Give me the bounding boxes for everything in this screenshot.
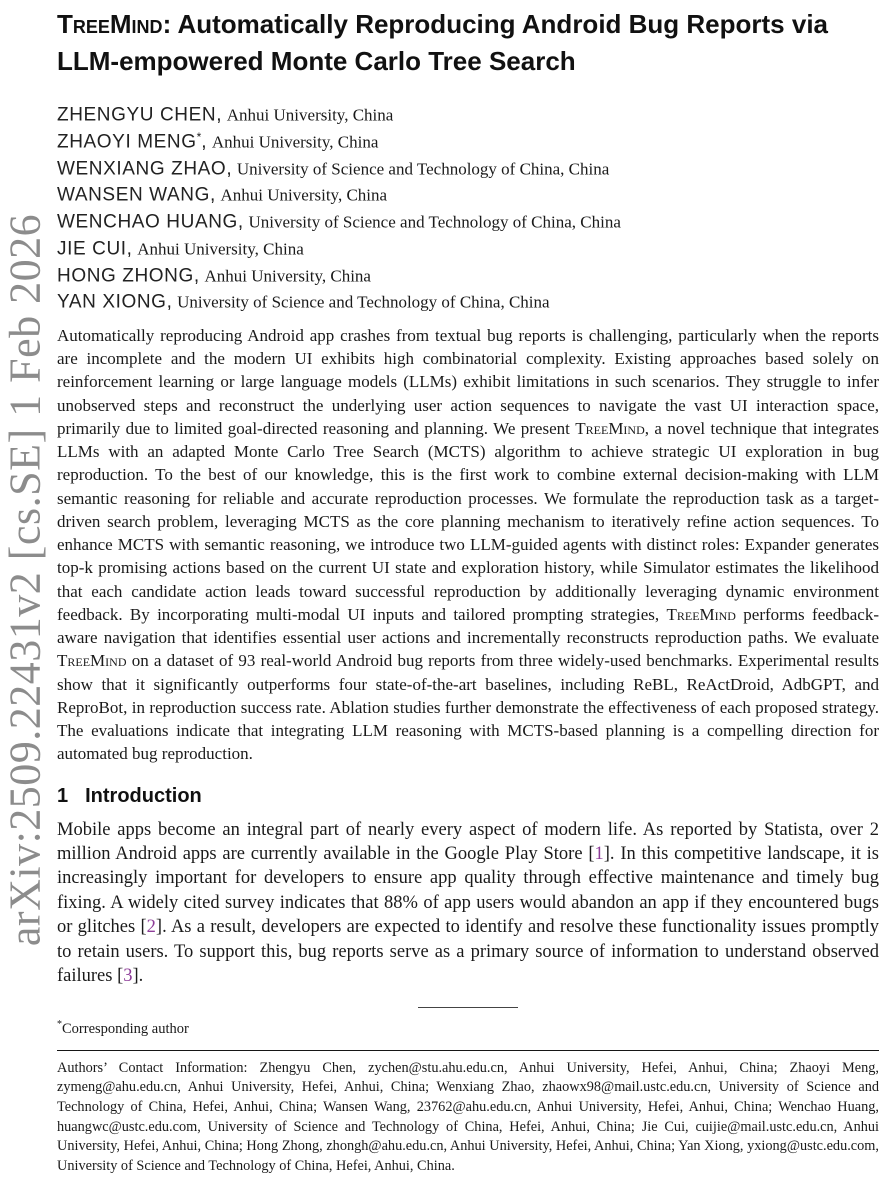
author-name: WENXIANG ZHAO — [57, 158, 227, 180]
paper-title-rest: : Automatically Reproducing Android Bug Reports via LLM-empowered Monte Carlo Tree Search — [57, 9, 829, 76]
author-name: YAN XIONG — [57, 291, 167, 313]
author-row — [57, 284, 879, 311]
author-affiliation: University of Science and Technology of China, China — [236, 159, 610, 179]
section-title: Introduction — [85, 784, 202, 807]
corresponding-author-footnote — [57, 1016, 879, 1038]
author-row — [57, 204, 879, 231]
author-affiliation: Anhui University, China — [204, 265, 371, 285]
author-name: WANSEN WANG — [57, 184, 210, 206]
author-separator: , — [209, 184, 221, 206]
author-name: ZHENGYU CHEN — [57, 104, 217, 126]
author-separator: , — [216, 104, 227, 126]
author-affiliation: University of Science and Technology of China, China — [248, 212, 621, 232]
paper-content — [57, 0, 879, 1191]
intro-paragraph: Mobile apps become an integral part of nearly every aspect of modern life. As reported by Statista, over 2 million Android apps are currently available in the Google Play Store [1]. In this competitive landscape, it is increasingly important for developers to ensure app quality through effective maintenance and timely bug fixing. A widely cited survey indicates that 88% of app users would abandon an app if they encountered bugs or glitches [2]. As a result, developers are expected to identify and resolve these functionality issues promptly to retain users. To support this, bug reports serve as a primary source of information to understand observed failures [3]. — [57, 819, 879, 987]
author-name: JIE CUI — [57, 238, 127, 260]
arxiv-watermark: arXiv:2509.22431v2 [cs.SE] 1 Feb 2026 — [0, 213, 50, 947]
citation-link[interactable]: 1 — [594, 844, 604, 865]
author-name: ZHAOYI MENG — [57, 131, 197, 153]
author-row — [57, 97, 879, 124]
author-separator: , — [166, 291, 178, 313]
contact-divider-rule — [57, 1050, 879, 1051]
author-row — [57, 258, 879, 285]
author-row — [57, 151, 879, 178]
paper-title-brand: TreeMind — [57, 9, 163, 39]
section-number: 1 — [57, 784, 69, 807]
footnote-marker: * — [57, 1019, 62, 1030]
author-separator: , — [201, 131, 212, 153]
author-affiliation: Anhui University, China — [226, 105, 394, 125]
author-separator: , — [193, 264, 205, 286]
abstract-text: Automatically reproducing Android app crashes from textual bug reports is challenging, particularly when the reports are incomplete and the modern UI exhibits high combinatorial complexity. Existing approaches based solely on reinforcement learning or large language models (LLMs) exhibit limitations in such scenarios. They struggle to infer unobserved steps and reconstruct the underlying user action sequences to navigate the vast UI interaction space, primarily due to limited goal-directed reasoning and planning. We present TreeMind, a novel technique that integrates LLMs with an adapted Monte Carlo Tree Search (MCTS) algorithm to achieve strategic UI exploration in bug reproduction. To the best of our knowledge, this is the first work to combine external decision-making with LLM semantic reasoning for reliable and accurate reproduction processes. We formulate the reproduction task as a target-driven search problem, leveraging MCTS as the core planning mechanism to iteratively refine action sequences. To enhance MCTS with semantic reasoning, we introduce two LLM-guided agents with distinct roles: Expander generates top-k promising actions based on the current UI state and exploration history, while Simulator estimates the likelihood that each candidate action leads toward successful reproduction by additionally leveraging dynamic environment feedback. By incorporating multi-modal UI inputs and tailored prompting strategies, TreeMind performs feedback-aware navigation that identifies essential user actions and incrementally reconstructs reproduction paths. We evaluate TreeMind on a dataset of 93 real-world Android bug reports from three widely-used benchmarks. Experimental results show that it significantly outperforms four state-of-the-art baselines, including ReBL, ReActDroid, AdbGPT, and ReproBot, in reproduction success rate. Ablation studies further demonstrate the effectiveness of each proposed strategy. The evaluations indicate that integrating LLM reasoning with MCTS-based planning is a compelling direction for automated bug reproduction. — [57, 325, 879, 764]
author-row — [57, 124, 879, 151]
corresponding-author-mark: * — [196, 130, 202, 145]
author-separator: , — [237, 211, 249, 233]
paper-title — [57, 6, 852, 80]
authors-contact-info: Authors’ Contact Information: Zhengyu Chen, zychen@stu.ahu.edu.cn, Anhui University, Hefei, Anhui, China; Zhaoyi Meng, zymeng@ahu.edu.cn, Anhui University, Hefei, Anhui, China; Wenxiang Zhao, zhaowx98@mail.ustc.edu.cn, University of Science and Technology of China, Hefei, Anhui, China; Wansen Wang, 23762@ahu.edu.cn, Anhui University, Hefei, Anhui, China; Wenchao Huang, huangwc@ustc.edu.com, University of Science and Technology of China, Hefei, Anhui, China; Jie Cui, cuijie@mail.ustc.edu.cn, Anhui University, Hefei, Anhui, China; Hong Zhong, zhongh@ahu.edu.cn, Anhui University, Hefei, Anhui, China; Yan Xiong, yxiong@ustc.edu.com, University of Science and Technology of China, Hefei, Anhui, China. — [57, 1059, 879, 1174]
author-name: WENCHAO HUANG — [57, 211, 238, 233]
author-affiliation: Anhui University, China — [220, 185, 388, 205]
citation-link[interactable]: 2 — [146, 917, 156, 938]
citation-link[interactable]: 3 — [123, 966, 133, 987]
section-heading — [57, 783, 879, 810]
footnote-text: Corresponding author — [62, 1020, 189, 1037]
author-row — [57, 177, 879, 204]
author-separator: , — [226, 158, 237, 180]
footnote-rule — [418, 1007, 518, 1008]
author-row — [57, 231, 879, 258]
author-separator: , — [126, 238, 138, 260]
author-affiliation: Anhui University, China — [137, 239, 304, 259]
author-list — [57, 97, 879, 311]
author-name: HONG ZHONG — [57, 264, 194, 286]
author-affiliation: Anhui University, China — [211, 132, 379, 152]
author-affiliation: University of Science and Technology of China, China — [177, 292, 550, 312]
